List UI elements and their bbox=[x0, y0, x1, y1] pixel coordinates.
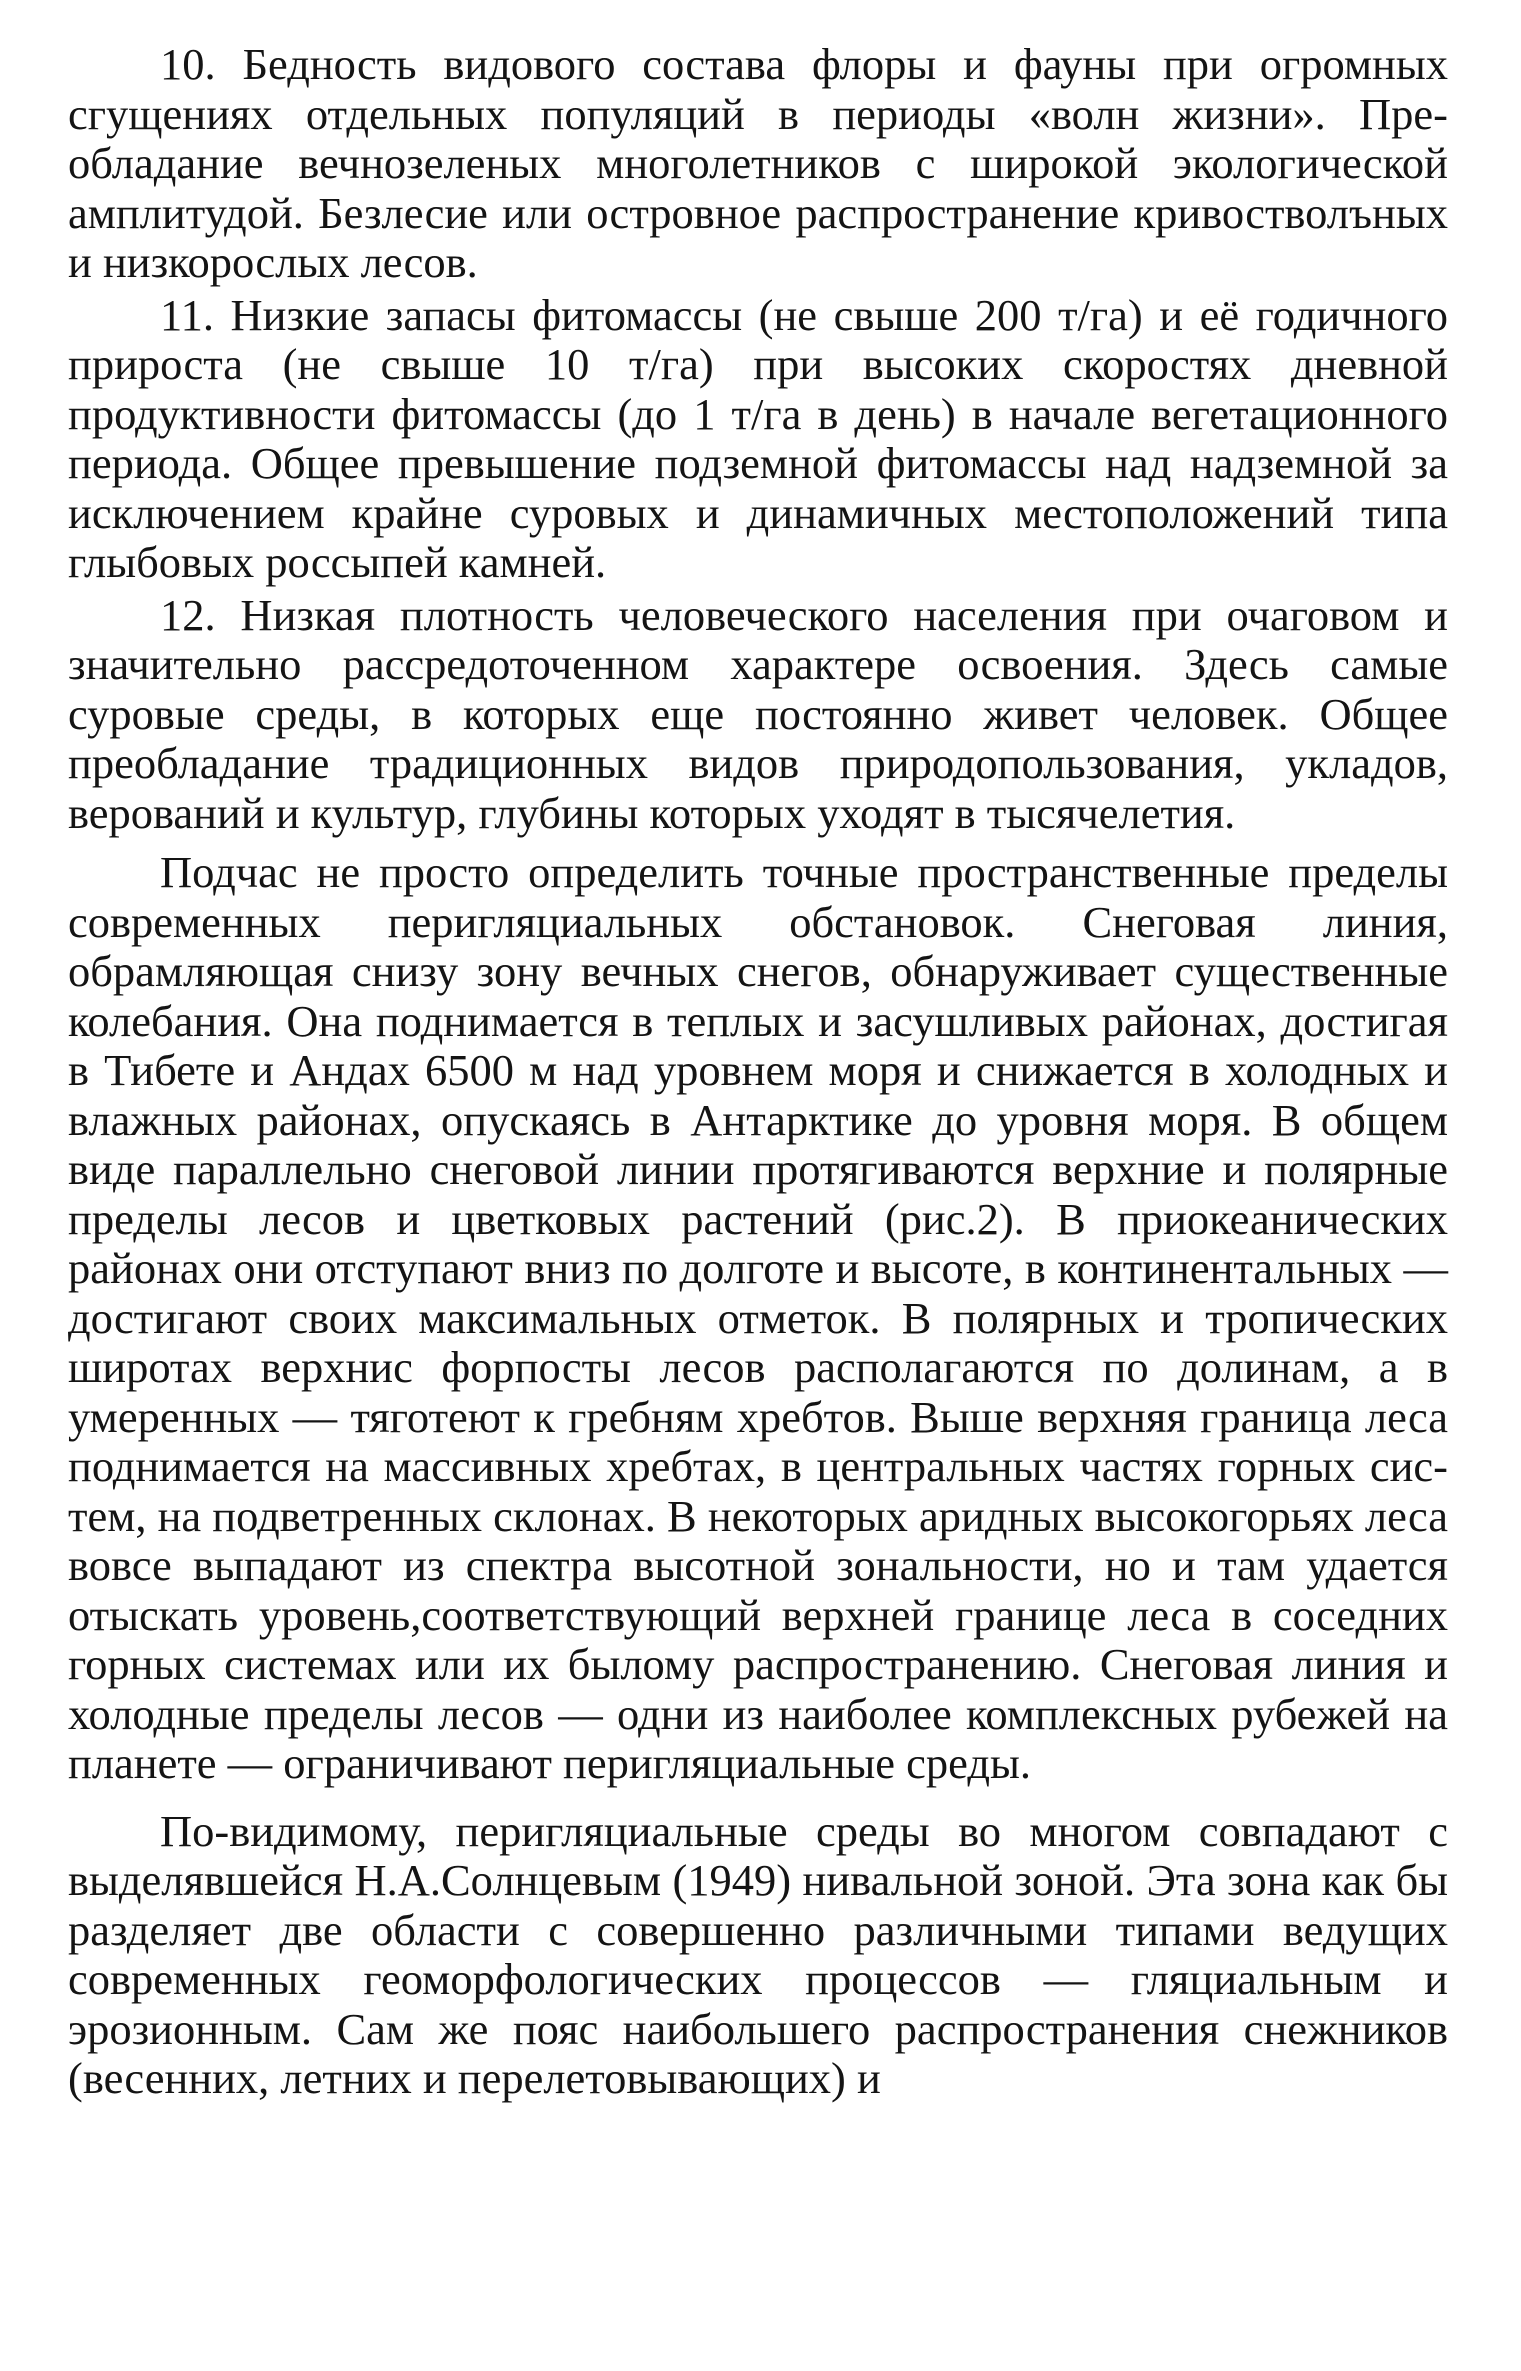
paragraph-item-12: 12. Низкая плотность человеческого населения при очаговом и значительно рассредоточенном характере освоения. Здесь самые суровые среды, в которых еще постоянно живет человек. Общее преобладание традиционных видов природопользования, укладов, верований и культур, глубины которых уходят в тысячелетия. bbox=[68, 589, 1448, 838]
paragraph-snow-line: Подчас не просто определить точные пространственные пределы современных перигляциальных обстановок. Снеговая линия, обрамляющая снизу зону вечных снегов, обнаруживает существенные колебания. Она поднимается в теплых и засушливых районах, достигая в Тибете и Андах 6500 м над уровнем моря и снижается в холодных и влажных районах, опускаясь в Антарктике до уровня моря. В общем виде параллельно снеговой линии протягиваются верхние и полярные пределы лесов и цветковых растений (рис.2). В приокеанических районах они отступают вниз по долготе и высоте, в континентальных — достигают своих максимальных отметок. В полярных и тропических широтах верхнис форпосты лесов располагаются по долинам, а в умеренных — тяготеют к гребням хребтов. Выше верхняя граница леса поднимается на массивных хребтах, в центральных частях горных систем, на подветренных склонах. В некоторых аридных высокогорьях леса вовсе выпадают из спектра высотной зональности, но и там удается отыскать уровень,соответствующий верхней границе леса в соседних горных системах или их былому распространению. Снеговая линия и холодные пределы лесов — одни из наиболее комплексных рубежей на планете — ограничивают перигляциальные среды. bbox=[68, 847, 1448, 1788]
paragraph-nival-zone: По-видимому, перигляциальные среды во многом совпадают с выделявшейся Н.А.Солнцевым (1949) нивальной зоной. Эта зона как бы разделяет две области с совершенно различными типами ведущих современных геоморфологических процессов — гляциальным и эрозионным. Сам же пояс наибольшего распространения снежников (весенних, летних и перелетовывающих) и bbox=[68, 1805, 1448, 2103]
paragraph-item-11: 11. Низкие запасы фитомассы (не свыше 200 т/га) и её годичного прироста (не свыше 10 т/га) при высоких скоростях дневной продуктивности фитомассы (до 1 т/га в день) в начале вегетационного периода. Общее превышение подземной фитомассы над надземной за исключением крайне суровых и динамичных местоположений типа глыбовых россыпей камней. bbox=[68, 289, 1448, 587]
text-column bbox=[68, 40, 1448, 2104]
paragraph-item-10: 10. Бедность видового состава флоры и фауны при огромных сгущениях отдельных популяций в периоды «волн жизни». Преобладание вечнозеленых многолетников с широкой экологической амплитудой. Безлесие или островное распространение кривостволъных и низкорослых лесов. bbox=[68, 39, 1448, 287]
